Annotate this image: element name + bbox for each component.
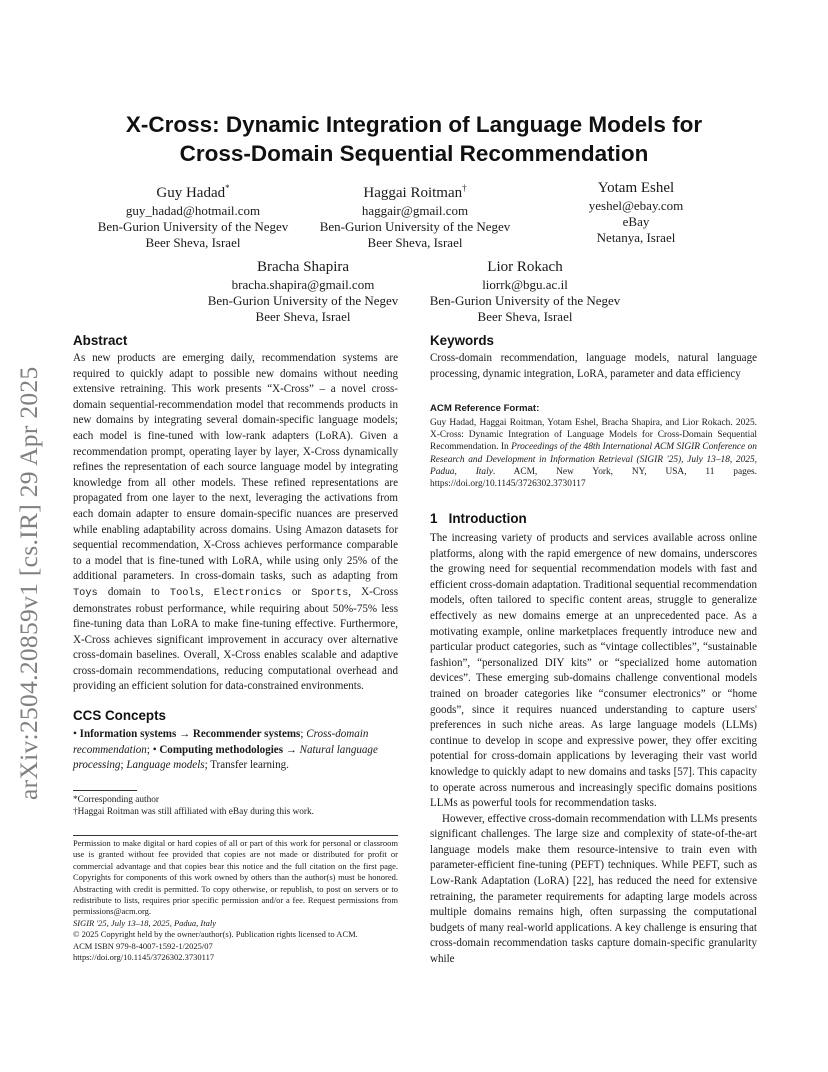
author-affiliation: Ben-Gurion University of the Negev — [319, 219, 511, 235]
paper-title — [60, 110, 768, 168]
author-location: Beer Sheva, Israel — [145, 235, 241, 251]
author-name: Bracha Shapira — [256, 259, 350, 275]
keywords-heading: Keywords — [430, 333, 494, 348]
footnote-corresponding: *Corresponding author — [73, 795, 159, 805]
author-name: Haggai Roitman† — [363, 183, 467, 201]
author-email: bracha.shapira@gmail.com — [231, 277, 375, 292]
intro-text — [430, 531, 757, 968]
ccs-heading: CCS Concepts — [73, 708, 167, 723]
arxiv-sidebar-stamp: arXiv:2504.20859v1 [cs.IR] 29 Apr 2025 — [14, 366, 43, 800]
intro-paragraph-2: However, effective cross-domain recommendation with LLMs presents significant challenges. The large size and complexity of state-of-the-art language models make them resource-intensive to train even with parameter-efficient fine-tuning (PEFT) techniques. While PEFT, such as Low-Rank Adaptation (LoRA) [22], has reduced the need for extensive retraining, the parameter requirements for adapting large models across multiple domains remains high, often surpassing the computational budgets of many real-world applications. A key challenge is ensuring that cross-domain recommendation tasks capture domain-specific granularity while — [430, 812, 758, 966]
author-affiliation: Ben-Gurion University of the Negev — [97, 219, 289, 235]
ccs-concepts-text: • Information systems → Recommender systems; Cross-domain recommendation; • Computing methodologies → Natural language processing; Language models; Transfer learning. — [73, 728, 378, 772]
author-name: Yotam Eshel — [597, 180, 675, 196]
permission-isbn: ACM ISBN 979-8-4007-1592-1/2025/07 — [73, 940, 213, 951]
author-email: yeshel@ebay.com — [588, 198, 684, 213]
author-location: Netanya, Israel — [596, 230, 676, 246]
permission-doi[interactable]: https://doi.org/10.1145/3726302.3730117 — [73, 952, 215, 963]
acm-ref-heading: ACM Reference Format: — [430, 403, 540, 414]
abstract-text: As new products are emerging daily, recommendation systems are required to quickly adapt to possible new domains without needing extensive retraining. This work presents “X-Cross” – a novel cross-domain sequential-recommendation model that recommends products in new domains by integrating several domain-specific language models; each model is fine-tuned with low-rank adapters (LoRA). Given a recommendation prompt, operating layer by layer, X-Cross dynamically refines the representation of each source language model by integrating knowledge from all other models. These refined representations are propagated from one layer to the next, leveraging the activations from each domain adapter to ensure domain-specific nuances are preserved while enabling adaptability across domains. Using Amazon datasets for sequential recommendation, X-Cross achieves performance comparable to a model that is fine-tuned with LoRA, while using only 25% of the additional parameters. In cross-domain tasks, such as adapting from Toys domain to Tools, Electronics or Sports, X-Cross demonstrates robust performance, while requiring about 50%-75% less fine-tuning data than LoRA to make fine-tuning effective. Furthermore, X-Cross achieves significant improvement in accuracy over alternative cross-domain baselines. Overall, X-Cross enables scalable and adaptive cross-domain recommendations, reducing computational overhead and providing an efficient solution for data-constrained environments. — [73, 352, 398, 693]
permission-block — [73, 838, 398, 963]
permission-text: Permission to make digital or hard copies of all or part of this work for personal or classroom use is granted without fee provided that copies are not made or distributed for profit or commercial advantage and that copies bear this notice and the full citation on the first page. Copyrights for components of this work owned by others than the author(s) must be honored. Abstracting with credit is permitted. To copy otherwise, or republish, to post on servers or to redistribute to lists, requires prior specific permission and/or a fee. Request permissions from permissions@acm.org. — [73, 838, 398, 917]
footnote-rule — [73, 790, 137, 791]
author-affiliation: eBay — [622, 214, 650, 230]
intro-paragraph-1: The increasing variety of products and services available across online platforms, along with the rapid emergence of new domains, underscores the growing need for sequential recommendation models with fast and efficient cross-domain adaptation. Traditional sequential recommendation models, often tailored to specific content areas, struggle to generalize effectively as new domains emerge at an unprecedented pace. As a motivating example, online marketplaces frequently introduce new and particular product categories, such as “vintage collectibles”, “sustainable fashion”, “personalized DIY kits” or “specialized home automation devices”. These emerging sub-domains challenge conventional models trained on broader categories like “consumer electronics” or “home goods”, since it requires nuanced understanding to capture users' preferences in such niche areas. As large language models (LLMs) continue to develop in scope and expressive power, they offer exciting potential for cross-domain applications by leveraging their vast world knowledge to quickly adapt to new domains and tasks [57]. This capacity to operate across numerous and increasingly specific domains positions LLMs as powerful tools for recommendation tasks. — [430, 532, 757, 810]
author-location: Beer Sheva, Israel — [255, 309, 351, 325]
author-affiliation: Ben-Gurion University of the Negev — [207, 293, 399, 309]
author-block-2 — [295, 178, 535, 252]
author-location: Beer Sheva, Israel — [367, 235, 463, 251]
author-email: haggair@gmail.com — [361, 203, 469, 218]
permission-copyright: © 2025 Copyright held by the owner/author(s). Publication rights licensed to ACM. — [73, 929, 358, 940]
title-line-1: X-Cross: Dynamic Integration of Language Models for — [125, 112, 703, 137]
author-email: liorrk@bgu.ac.il — [482, 277, 568, 292]
abstract-heading: Abstract — [73, 333, 128, 348]
author-block-4 — [183, 257, 423, 326]
title-line-2: Cross-Domain Sequential Recommendation — [179, 141, 649, 166]
author-name: Guy Hadad* — [156, 183, 230, 201]
footnotes — [73, 794, 398, 818]
author-block-3 — [516, 178, 756, 247]
acm-ref-text: Guy Hadad, Haggai Roitman, Yotam Eshel, Bracha Shapira, and Lior Rokach. 2025. X-Cross: Dynamic Integration of Language Models for Cross-Domain Sequential Recommendation. In Proceedings of the 48th International ACM SIGIR Conference on Research and Development in Information Retrieval (SIGIR '25), July 13–18, 2025, Padua, Italy. ACM, New York, NY, USA, 11 pages. https://doi.org/10.1145/3726302.3730117 — [430, 418, 757, 490]
permission-rule — [73, 835, 398, 836]
intro-heading: 1 Introduction — [430, 511, 527, 526]
footnote-affiliation: †Haggai Roitman was still affiliated with eBay during this work. — [73, 807, 314, 817]
author-affiliation: Ben-Gurion University of the Negev — [429, 293, 621, 309]
keywords-text: Cross-domain recommendation, language models, natural language processing, dynamic integration, LoRA, parameter and data efficiency — [430, 352, 757, 380]
author-location: Beer Sheva, Israel — [477, 309, 573, 325]
author-block-5 — [405, 257, 645, 326]
author-block-1 — [73, 178, 313, 252]
permission-venue: SIGIR '25, July 13–18, 2025, Padua, Italy — [73, 917, 216, 928]
author-name: Lior Rokach — [487, 259, 563, 275]
author-email: guy_hadad@hotmail.com — [125, 203, 261, 218]
